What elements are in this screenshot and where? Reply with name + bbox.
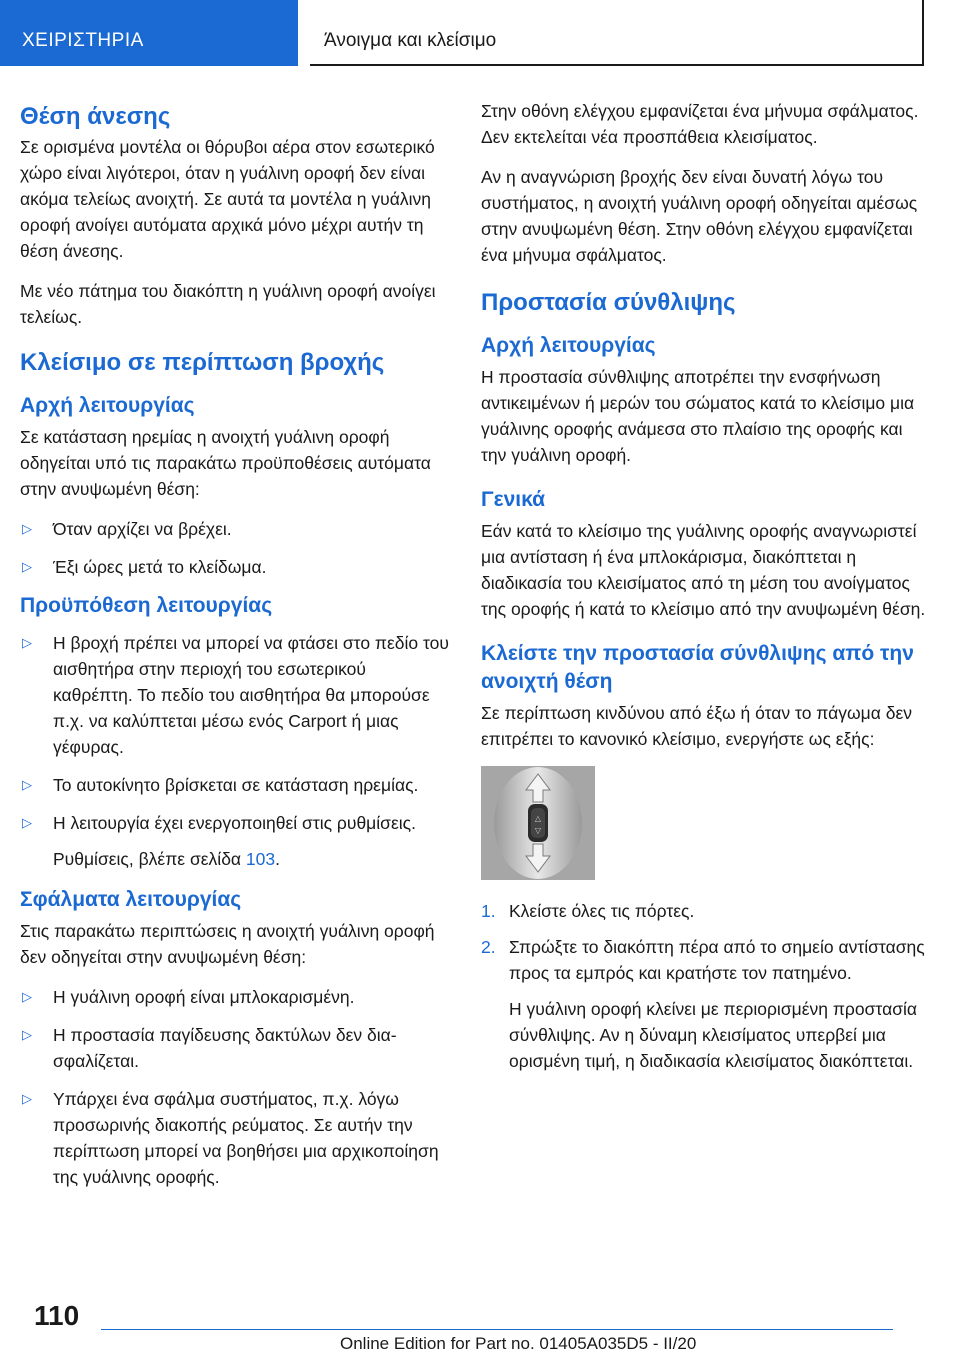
list-item: ▷ Η γυάλινη οροφή είναι μπλοκαρισμένη. [20,984,450,1010]
paragraph-pinch-principle: Η προστασία σύνθλιψης αποτρέπει την ενσφήνωση αντικειμένων ή μερών του σώματος κατά το κλείσιμο μια γυάλινης οροφής ανάμεσα στο πλαίσιο της οροφής και την γυάλινη οροφή. [481,367,915,465]
list-item: 1. Κλείστε όλες τις πόρτες. [481,901,695,921]
heading-principle: Αρχή λειτουργίας [20,394,195,417]
paragraph-errors: Στις παρακάτω περιπτώσεις η ανοιχτή γυάλινη οροφή δεν οδηγείται στην ανυψωμένη θέση: [20,921,435,967]
steps-list [481,898,928,986]
settings-reference: Ρυθμίσεις, βλέπε σελίδα 103. [53,849,280,869]
list-item: ▷ Όταν αρχίζει να βρέχει. [20,516,450,542]
paragraph-comfort-2: Με νέο πάτημα του διακόπτη η γυάλινη οροφή ανοίγει τελείως. [20,281,436,327]
list-item: ▷ Η λειτουργία έχει ενεργοποιηθεί στις ρυθμίσεις. [20,810,450,836]
page-link[interactable]: 103 [245,849,276,869]
heading-comfort-position: Θέση άνεσης [20,103,171,130]
heading-general: Γενικά [481,488,546,511]
paragraph-comfort-1: Σε ορισμένα μοντέλα οι θόρυβοι αέρα στον εσωτερικό χώρο είναι λιγότεροι, όταν η γυάλινη οροφή δεν είναι ακόμα τελείως ανοιχτή. Σε αυτά τα μοντέλα η γυάλινη οροφή ανοίγει αυτόματα αρχικά μόνο μέχρι αυτήν τη θέση άνεσης. [20,137,435,261]
triangle-right-icon: ▷ [22,815,32,830]
principle-list [20,516,450,580]
header-section-tab [0,0,298,66]
triangle-right-icon: ▷ [22,635,32,650]
heading-errors: Σφάλματα λειτουργίας [20,888,242,911]
heading-prerequisite: Προϋπόθεση λειτουργίας [20,594,273,617]
triangle-right-icon: ▷ [22,777,32,792]
svg-text:▽: ▽ [534,826,542,835]
page-number: 110 [34,1300,80,1331]
errors-list [20,984,450,1190]
paragraph-principle: Σε κατάσταση ηρεμίας η ανοιχτή γυάλινη οροφή οδηγείται υπό τις παρακάτω προϋποθέσεις αυτόματα στην ανυψωμένη θέση: [20,427,431,499]
paragraph-rain-detection: Αν η αναγνώριση βροχής δεν είναι δυνατή λόγω του συστήματος, η ανοιχτή γυάλινη οροφή οδηγείται αμέσως στην ανυψωμένη θέση. Στην οθόνη ελέγχου εμφανίζεται ένα μήνυμα σφάλματος. [481,167,918,265]
heading-rain-closing: Κλείσιμο σε περίπτωση βροχής [20,349,385,376]
triangle-right-icon: ▷ [22,989,32,1004]
triangle-right-icon: ▷ [22,559,32,574]
roof-switch-illustration [481,766,595,880]
list-item: ▷ Υπάρχει ένα σφάλμα συστήματος, π.χ. λόγω προσωρινής διακοπής ρεύματος. Σε αυτήν την περίπτωση μπορεί να βοηθήσει μια αρχικοποίηση της γυάλινης οροφής. [20,1086,450,1190]
paragraph-error-message: Στην οθόνη ελέγχου εμφανίζεται ένα μήνυμα σφάλματος. Δεν εκτελείται νέα προσπάθεια κλεισίματος. [481,101,919,147]
svg-text:△: △ [534,814,542,823]
paragraph-close: Σε περίπτωση κινδύνου από έξω ή όταν το πάγωμα δεν επιτρέπει το κανονικό κλείσιμο, ενεργήστε ως εξής: [481,703,913,749]
heading-principle: Αρχή λειτουργίας [481,334,656,357]
heading-close-from-open: Κλείστε την προστασία σύνθλιψης από την ανοιχτή θέση [481,642,914,693]
heading-pinch-protection: Προστασία σύνθλιψης [481,289,736,316]
footer-divider [101,1329,893,1330]
footer-edition: Online Edition for Part no. 01405A035D5 - II/20 [340,1334,697,1353]
left-column [20,98,450,1202]
paragraph-step-note: Η γυάλινη οροφή κλείνει με περιορισμένη προστασία σύνθλιψης. Αν η δύναμη κλεισίματος υπερβεί μια ορισμένη τιμή, η διαδικασία κλεισίματος διακόπτεται. [509,999,917,1071]
triangle-right-icon: ▷ [22,1027,32,1042]
header-chapter-title: Άνοιγμα και κλείσιμο [324,30,497,51]
list-item: 2. Σπρώξτε το διακόπτη πέρα από το σημείο αντίστασης προς τα εμπρός και κρατήστε τον πατημένο. [481,937,925,983]
header-chapter-box [310,0,924,66]
list-item: ▷ Έξι ώρες μετά το κλείδωμα. [20,554,450,580]
list-item: ▷ Η προστασία παγίδευσης δακτύλων δεν διασφαλίζεται. [20,1022,450,1074]
right-column [481,98,928,1088]
prerequisite-list [20,630,450,836]
header-section-title: ΧΕΙΡΙΣΤΗΡΙΑ [22,30,144,51]
roof-switch-photo [481,766,595,880]
triangle-right-icon: ▷ [22,521,32,536]
triangle-right-icon: ▷ [22,1091,32,1106]
list-item: ▷ Το αυτοκίνητο βρίσκεται σε κατάσταση ηρεμίας. [20,772,450,798]
paragraph-general: Εάν κατά το κλείσιμο της γυάλινης οροφής αναγνωριστεί μια αντίσταση ή ένα μπλοκάρισμα, διακόπτεται η διαδικασία του κλεισίματος από τη μέση του ανοίγματος της οροφής ή κατά το κλείσιμο από την ανυψωμένη θέση. [481,521,926,619]
list-item: ▷ Η βροχή πρέπει να μπορεί να φτάσει στο πεδίο του αισθητήρα στην περιοχή του εσωτερικού καθρέπτη. Το πεδίο του αισθητήρα θα μπορούσε π.χ. να καλύπτεται μέσω ενός Carport ή μιας γέφυρας. [20,630,450,760]
